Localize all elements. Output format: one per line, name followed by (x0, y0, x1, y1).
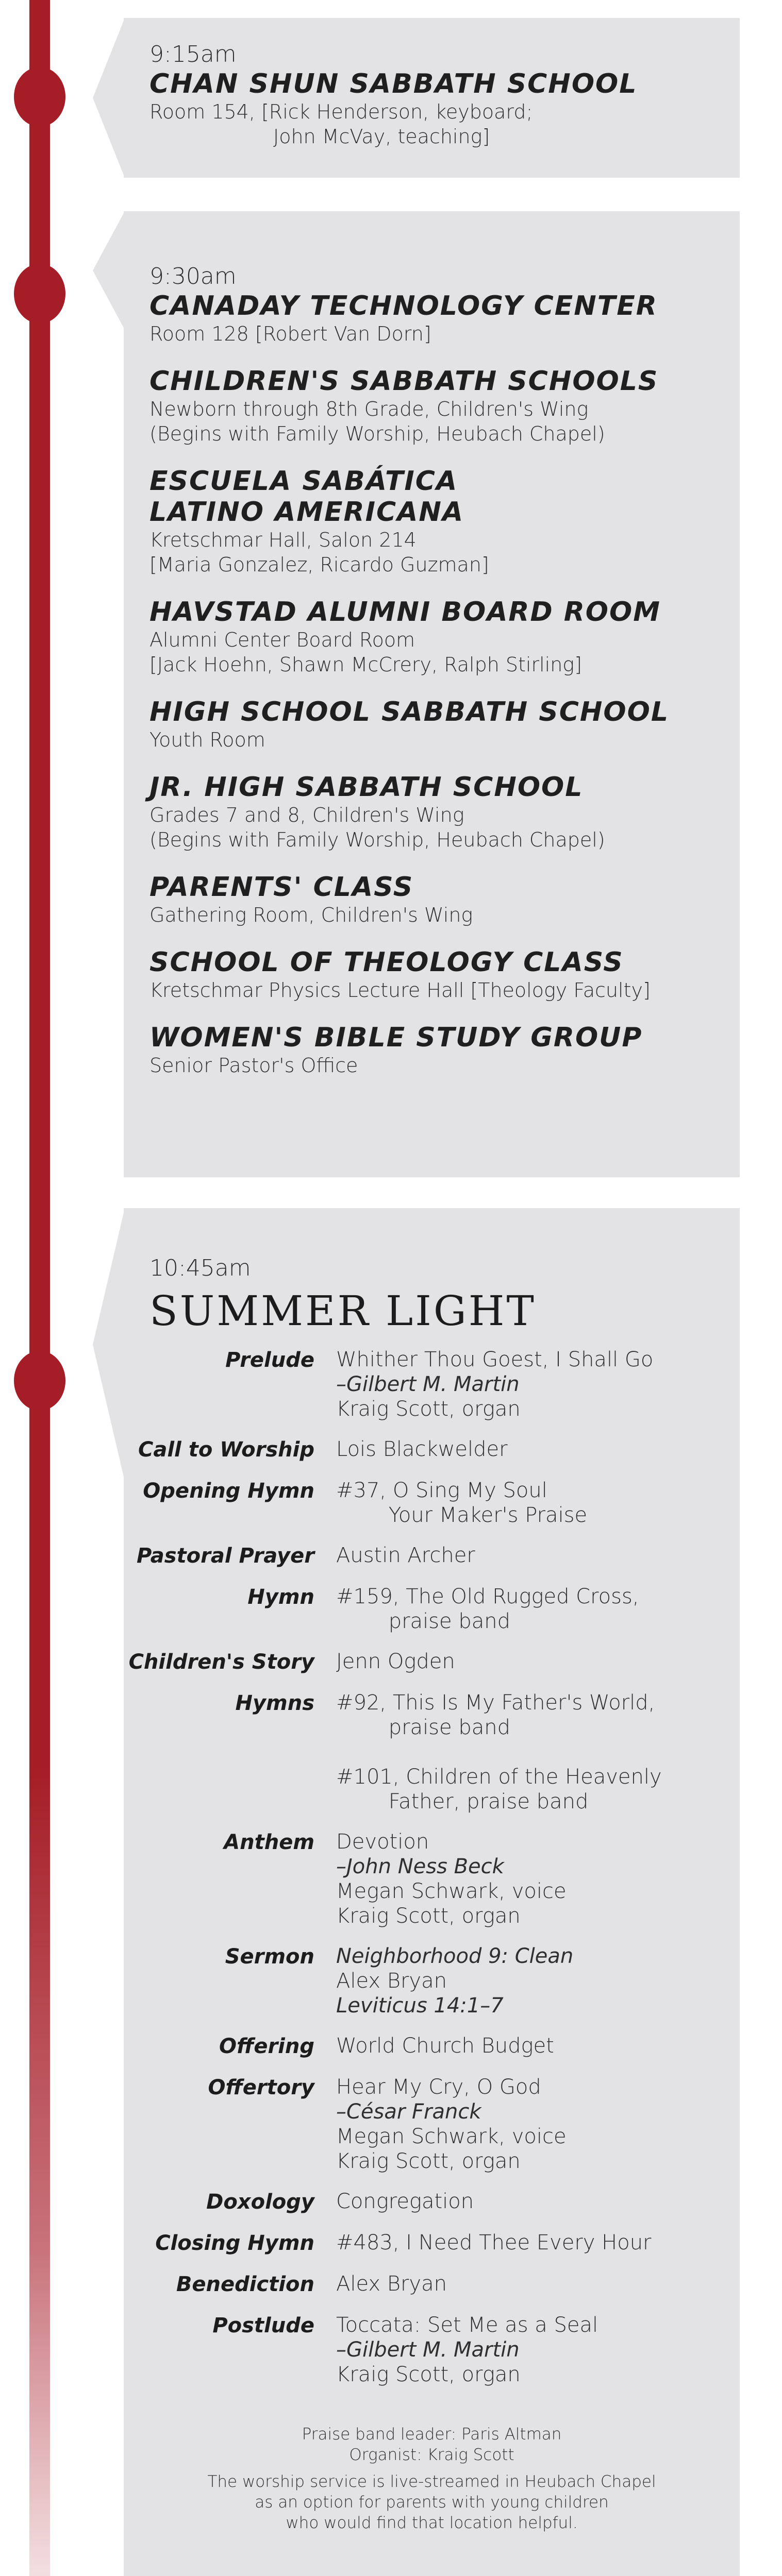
worship-item-line: Megan Schwark, voice (336, 2125, 567, 2148)
entry-title: ESCUELA SABÁTICA LATINO AMERICANA (149, 466, 464, 528)
entry-title: CHAN SHUN SABBATH SCHOOL (149, 69, 638, 99)
card-pointer (93, 18, 125, 178)
worship-item-label: Doxology (206, 2190, 314, 2214)
worship-order-row (124, 2230, 740, 2256)
worship-item-details (336, 1690, 662, 1814)
entry-description-continued: John McVay, teaching] (273, 125, 490, 148)
schedule-card-915 (124, 18, 740, 178)
worship-item-details (336, 2189, 474, 2215)
entry-title: WOMEN'S BIBLE STUDY GROUP (149, 1022, 643, 1053)
worship-item-line: #37, O Sing My Soul (336, 1479, 547, 1502)
worship-item-label: Anthem (224, 1831, 314, 1854)
entry (149, 366, 740, 446)
worship-item-line: –César Franck (336, 2100, 481, 2124)
worship-item-details (336, 1829, 567, 1928)
praise-band-leader: Praise band leader: Paris Altman (302, 2425, 562, 2444)
worship-item-line: Neighborhood 9: Clean (336, 1944, 574, 1968)
worship-item-line: Alex Bryan (336, 1969, 447, 1993)
entry (149, 597, 740, 677)
entry-description: Gathering Room, Children's Wing (149, 904, 473, 926)
worship-item-line: Father, praise band (336, 1790, 589, 1814)
worship-order-row (124, 1944, 740, 2018)
entry-title: JR. HIGH SABBATH SCHOOL (149, 772, 584, 803)
worship-item-details (336, 1437, 508, 1463)
entry (149, 872, 740, 927)
worship-item-details (336, 1543, 475, 1569)
worship-item-details (336, 1347, 653, 1421)
worship-order-row (124, 1649, 740, 1675)
worship-item-label: Offertory (208, 2076, 314, 2099)
entry-description: Room 128 [Robert Van Dorn] (149, 323, 431, 345)
card-pointer (93, 1208, 125, 1481)
entry-title: CANADAY TECHNOLOGY CENTER (149, 291, 658, 321)
worship-item-line: Kraig Scott, organ (336, 1397, 521, 1421)
entry-description: Youth Room (149, 728, 265, 751)
worship-item-line: Jenn Ogden (336, 1650, 455, 1673)
worship-item-details (336, 2033, 554, 2059)
timeline-line (29, 0, 50, 2576)
timeline-node-915 (14, 67, 65, 127)
worship-item-line: Whither Thou Goest, I Shall Go (336, 1348, 654, 1371)
worship-item-label: Prelude (225, 1348, 314, 1372)
entry (149, 697, 740, 752)
service-title: SUMMER LIGHT (149, 1287, 536, 1335)
worship-item-line: Leviticus 14:1–7 (336, 1994, 504, 2018)
entry (149, 291, 740, 346)
worship-order-row (124, 1829, 740, 1928)
worship-order-row (124, 1690, 740, 1814)
worship-order-row (124, 1543, 740, 1569)
entry-description: Kretschmar Hall, Salon 214 [Maria Gonzalez, Ricardo Guzman] (149, 529, 489, 576)
worship-item-details (336, 1584, 639, 1634)
worship-item-label: Postlude (212, 2314, 314, 2337)
worship-item-details (336, 2230, 652, 2256)
worship-item-label: Hymns (235, 1691, 314, 1715)
entry-description: Kretschmar Physics Lecture Hall [Theology Faculty] (149, 979, 651, 1002)
time-label: 9:30am (149, 263, 237, 290)
entry-description: Room 154, [Rick Henderson, keyboard; (149, 100, 533, 123)
card-pointer (93, 211, 125, 330)
worship-item-label: Offering (219, 2035, 314, 2058)
worship-order-row (124, 2075, 740, 2174)
worship-item-line: Megan Schwark, voice (336, 1879, 567, 1903)
worship-order-row (124, 2189, 740, 2215)
worship-item-details (336, 2313, 598, 2387)
worship-item-line: Alex Bryan (336, 2272, 447, 2296)
order-of-worship (124, 1347, 740, 2387)
entry-description: Senior Pastor's Office (149, 1054, 358, 1077)
worship-item-line: Kraig Scott, organ (336, 2363, 521, 2386)
timeline-node-1045 (14, 1351, 65, 1411)
worship-item-line: #101, Children of the Heavenly (336, 1765, 662, 1789)
worship-item-details (336, 2272, 447, 2297)
worship-item-label: Sermon (225, 1945, 314, 1969)
worship-item-line: Toccata: Set Me as a Seal (336, 2313, 598, 2337)
worship-order-row (124, 1478, 740, 1528)
worship-item-line: #92, This Is My Father's World, (336, 1691, 655, 1715)
worship-item-label: Closing Hymn (155, 2231, 314, 2255)
worship-order-row (124, 2313, 740, 2387)
worship-order-row (124, 1437, 740, 1463)
worship-item-line: Devotion (336, 1830, 429, 1854)
entry-title: CHILDREN'S SABBATH SCHOOLS (149, 366, 659, 397)
worship-item-details (336, 1649, 455, 1675)
worship-item-line: #159, The Old Rugged Cross, (336, 1585, 639, 1608)
worship-item-details (336, 2075, 567, 2174)
worship-item-line: praise band (336, 1609, 510, 1633)
worship-item-label: Hymn (247, 1585, 314, 1609)
entry (149, 947, 740, 1003)
entry-description: Grades 7 and 8, Children's Wing (Begins with Family Worship, Heubach Chapel) (149, 804, 605, 851)
worship-item-line: #483, I Need Thee Every Hour (336, 2231, 652, 2255)
entry (149, 466, 740, 577)
worship-item-label: Children's Story (128, 1650, 314, 1674)
worship-order-row (124, 2033, 740, 2059)
entry-description: Newborn through 8th Grade, Children's Wing (Begins with Family Worship, Heubach Chapel) (149, 398, 605, 445)
worship-item-label: Pastoral Prayer (136, 1544, 314, 1568)
worship-item-label: Call to Worship (138, 1438, 314, 1462)
worship-item-line: Congregation (336, 2190, 474, 2213)
service-footer (124, 2424, 740, 2533)
livestream-note: The worship service is live-streamed in Heubach Chapel as an option for parents with young children who would find that location helpful. (207, 2472, 656, 2532)
entry-title: HIGH SCHOOL SABBATH SCHOOL (149, 697, 669, 727)
worship-item-label: Benediction (176, 2273, 314, 2296)
worship-order-row (124, 2272, 740, 2297)
worship-item-line: Hear My Cry, O God (336, 2075, 541, 2099)
worship-item-line: Austin Archer (336, 1544, 475, 1567)
time-label: 10:45am (149, 1255, 251, 1281)
worship-item-line: World Church Budget (336, 2034, 554, 2058)
entry-description: Alumni Center Board Room [Jack Hoehn, Shawn McCrery, Ralph Stirling] (149, 629, 582, 676)
worship-item-line: Lois Blackwelder (336, 1437, 508, 1461)
worship-item-details (336, 1478, 587, 1528)
organist-credit: Organist: Kraig Scott (349, 2446, 514, 2464)
entry (149, 772, 740, 852)
entry-title: SCHOOL OF THEOLOGY CLASS (149, 947, 624, 978)
worship-item-line: Kraig Scott, organ (336, 2149, 521, 2173)
worship-item-line (336, 1740, 662, 1765)
entry (149, 1022, 740, 1078)
schedule-card-1045 (124, 1208, 740, 2576)
worship-item-line: –Gilbert M. Martin (336, 2338, 520, 2362)
worship-item-line: Your Maker's Praise (336, 1503, 588, 1527)
schedule-card-930 (124, 211, 740, 1177)
worship-item-line: –Gilbert M. Martin (336, 1372, 520, 1396)
worship-order-row (124, 1347, 740, 1421)
timeline-node-930 (14, 264, 65, 324)
worship-item-label: Opening Hymn (143, 1479, 314, 1503)
entry-title: PARENTS' CLASS (149, 872, 414, 903)
worship-item-line: Kraig Scott, organ (336, 1904, 521, 1928)
worship-item-details (336, 1944, 573, 2018)
worship-item-line: –John Ness Beck (336, 1855, 504, 1878)
worship-order-row (124, 1584, 740, 1634)
entry-title: HAVSTAD ALUMNI BOARD ROOM (149, 597, 661, 628)
time-label: 9:15am (149, 41, 237, 67)
worship-item-line: praise band (336, 1716, 510, 1739)
